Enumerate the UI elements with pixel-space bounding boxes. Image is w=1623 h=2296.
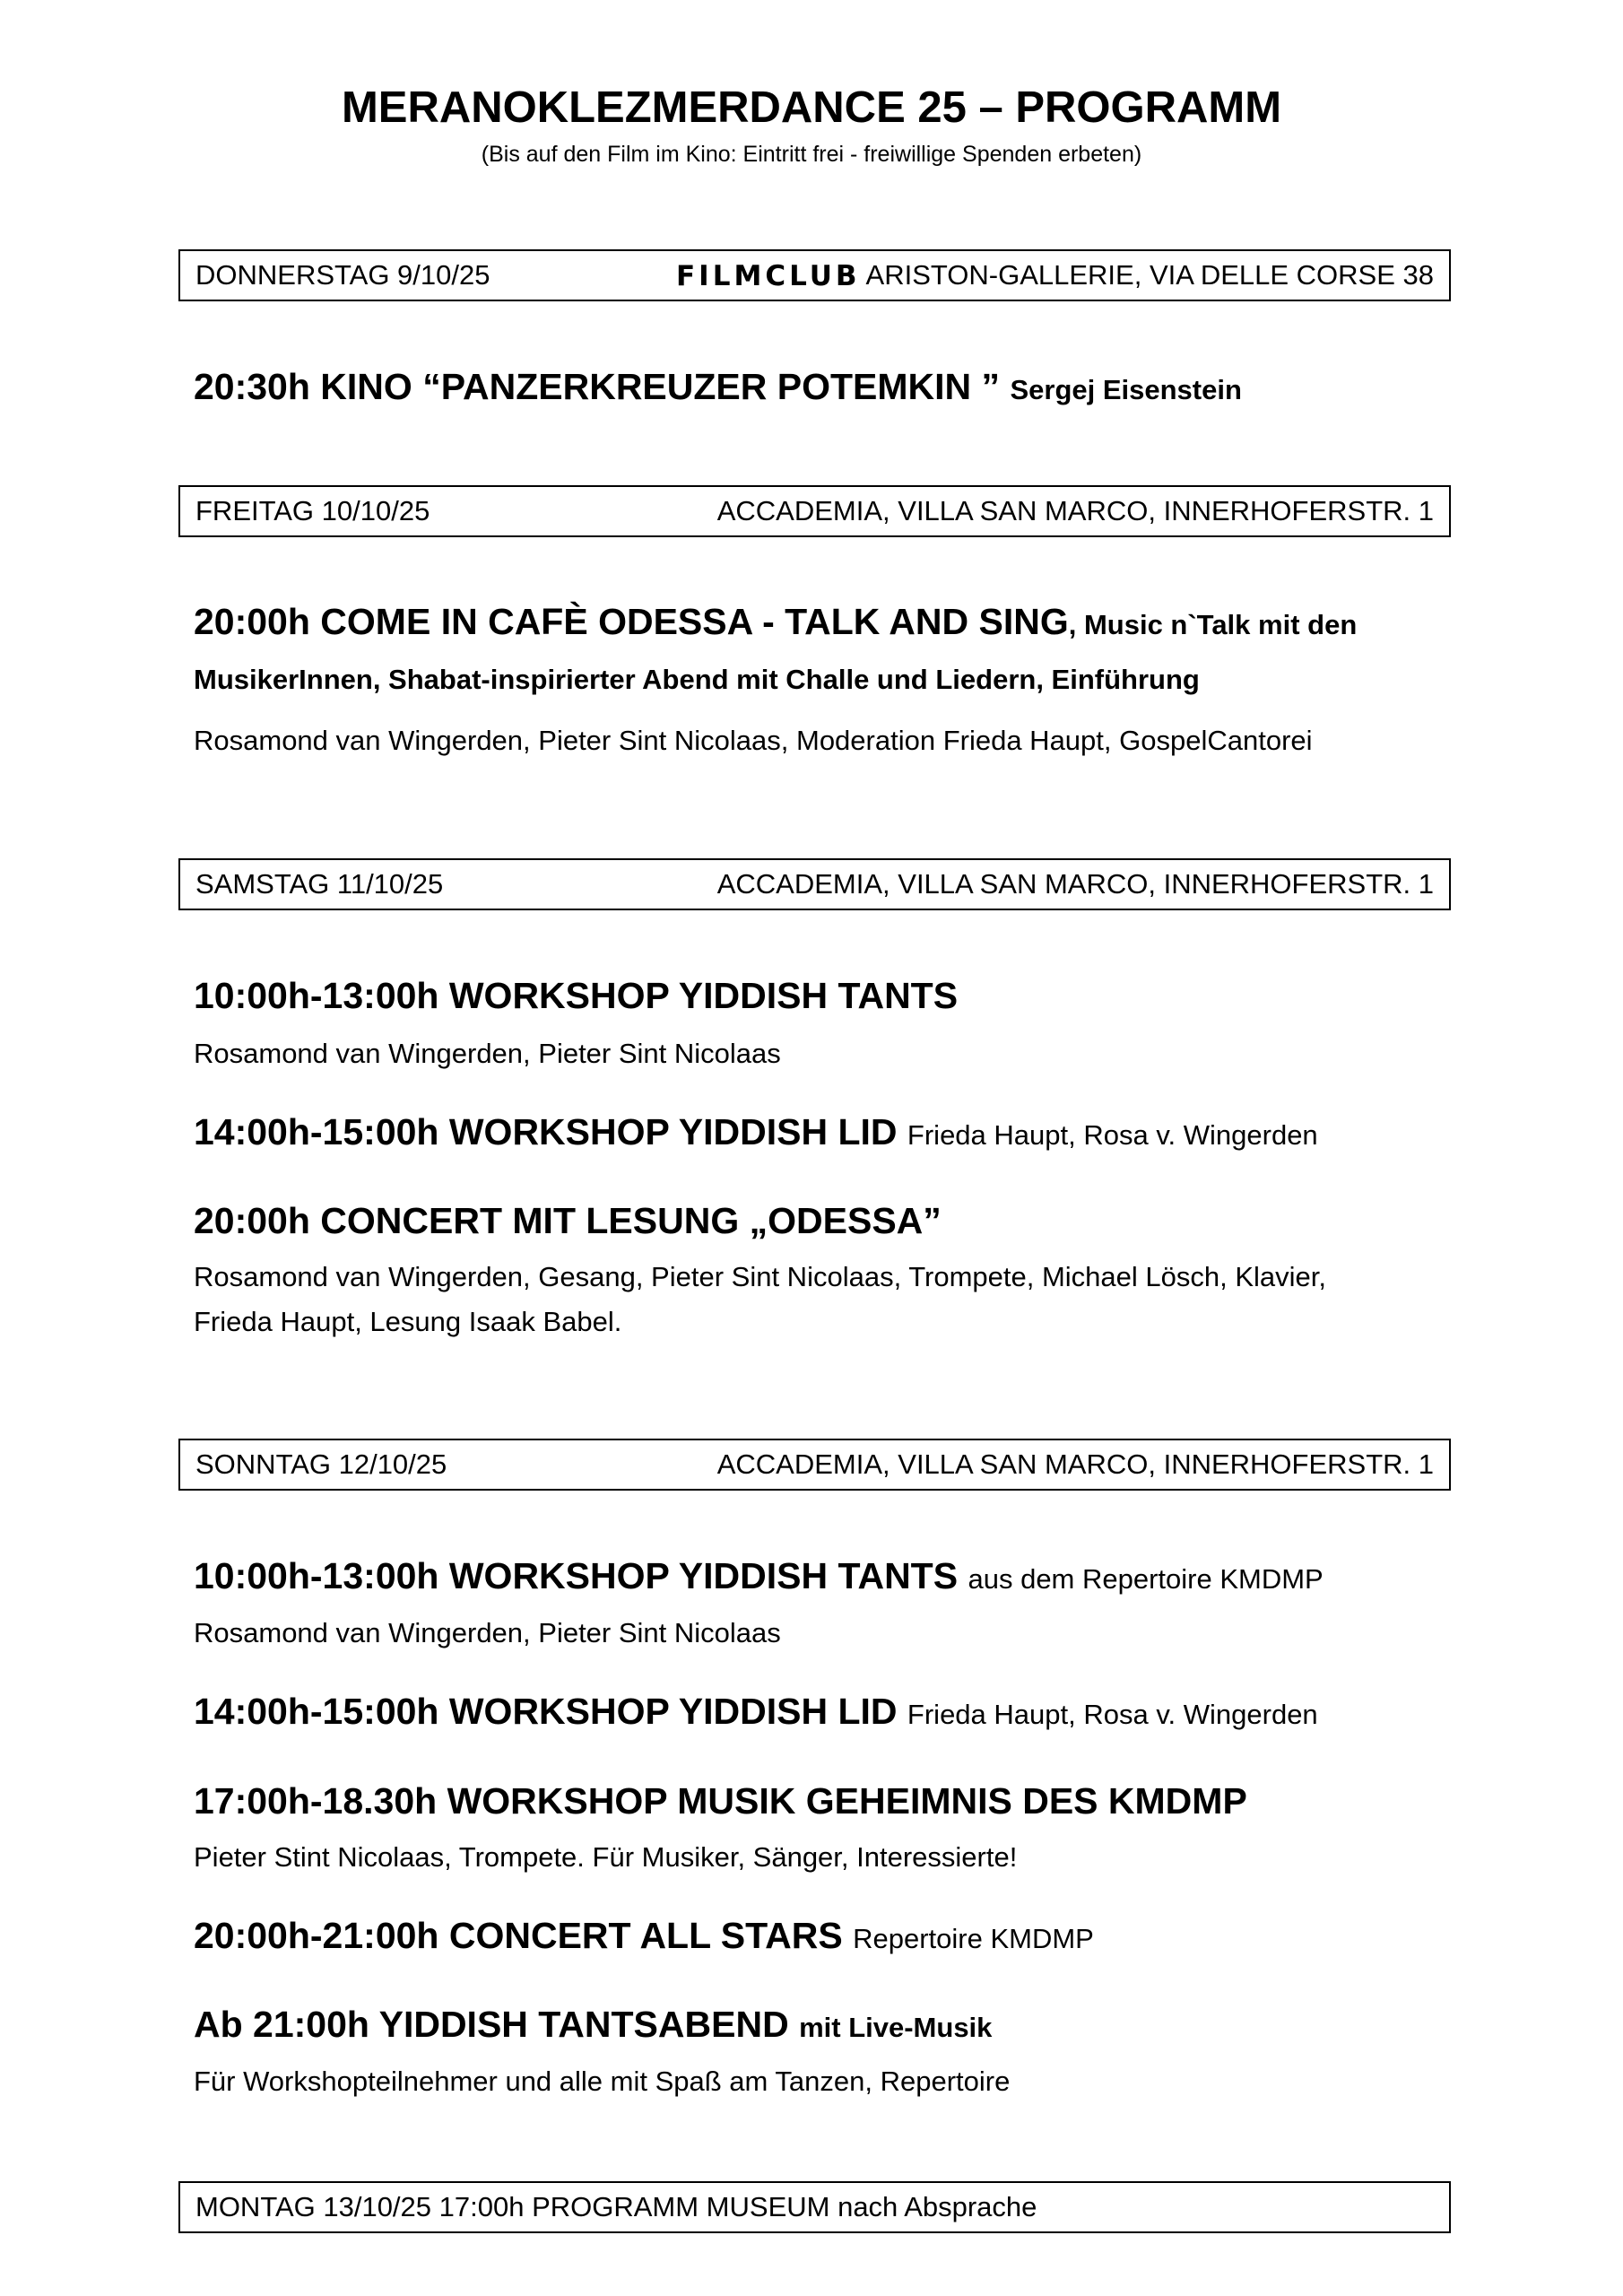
day-location: ACCADEMIA, VILLA SAN MARCO, INNERHOFERSTR. 1 [716,868,1434,900]
event-performers: Pieter Stint Nicolaas, Trompete. Für Musiker, Sänger, Interessierte! [194,1841,1018,1873]
event-performers: Frieda Haupt, Lesung Isaak Babel. [194,1306,622,1337]
day-label: DONNERSTAG 9/10/25 [195,259,490,291]
filmclub-logo: FILMCLUB [676,260,861,292]
event-title: 20:00h CONCERT MIT LESUNG „ODESSA” [194,1200,942,1241]
day-label: FREITAG 10/10/25 [195,495,430,526]
event-heading [194,1780,1247,1822]
day-location: ACCADEMIA, VILLA SAN MARCO, INNERHOFERSTR. 1 [716,1448,1434,1480]
day-location: ACCADEMIA, VILLA SAN MARCO, INNERHOFERSTR. 1 [716,495,1434,526]
event-performers: Rosamond van Wingerden, Pieter Sint Nicolaas, Moderation Frieda Haupt, GospelCantorei [194,725,1313,756]
event-performers: Rosamond van Wingerden, Pieter Sint Nicolaas [194,1617,781,1648]
event-subtitle: Frieda Haupt, Rosa v. Wingerden [907,1119,1318,1151]
event-heading [194,1691,1318,1733]
day-location: ARISTON-GALLERIE, VIA DELLE CORSE 38 [865,259,1434,291]
day-box-friday [178,485,1451,537]
event-subtitle: , Music n`Talk mit den [1068,609,1358,640]
day-box-saturday [178,858,1451,910]
event-performers: Für Workshopteilnehmer und alle mit Spaß am Tanzen, Repertoire [194,2066,1011,2097]
page-title: MERANOKLEZMERDANCE 25 – PROGRAMM [341,83,1282,132]
event-title: 10:00h-13:00h WORKSHOP YIDDISH TANTS [194,1555,959,1596]
event-title: 14:00h-15:00h WORKSHOP YIDDISH LID [194,1691,898,1732]
day-label: SONNTAG 12/10/25 [195,1448,447,1480]
event-heading [194,601,1357,643]
event-subtitle: Frieda Haupt, Rosa v. Wingerden [907,1699,1318,1730]
event-heading [194,1915,1094,1957]
event-subtitle: aus dem Repertoire KMDMP [968,1563,1324,1595]
event-heading [194,2004,992,2046]
event-performers: Rosamond van Wingerden, Gesang, Pieter Sint Nicolaas, Trompete, Michael Lösch, Klavier, [194,1261,1327,1292]
event-heading [194,1555,1324,1597]
event-subtitle: Sergej Eisenstein [1010,374,1242,405]
event-title: 10:00h-13:00h WORKSHOP YIDDISH TANTS [194,975,959,1016]
page-subtitle: (Bis auf den Film im Kino: Eintritt frei - freiwillige Spenden erbeten) [481,142,1142,167]
event-title: Ab 21:00h YIDDISH TANTSABEND [194,2004,789,2045]
event-title: 20:00h COME IN CAFÈ ODESSA - TALK AND SING [194,601,1069,642]
day-box-monday [178,2181,1451,2233]
event-heading [194,1200,942,1242]
event-heading [194,1111,1318,1153]
event-heading [194,975,958,1017]
event-title: 17:00h-18.30h WORKSHOP MUSIK GEHEIMNIS DES KMDMP [194,1780,1247,1822]
day-box-sunday [178,1439,1451,1491]
event-subtitle: Repertoire KMDMP [853,1923,1094,1954]
day-box-thursday [178,249,1451,301]
event-title: 20:00h-21:00h CONCERT ALL STARS [194,1915,843,1956]
event-subtitle: mit Live-Musik [799,2012,993,2043]
event-performers: Rosamond van Wingerden, Pieter Sint Nicolaas [194,1038,781,1069]
event-title: 14:00h-15:00h WORKSHOP YIDDISH LID [194,1111,898,1152]
event-description: MusikerInnen, Shabat-inspirierter Abend mit Challe und Liedern, Einführung [194,664,1200,695]
day-label: SAMSTAG 11/10/25 [195,868,444,900]
event-heading [194,366,1242,408]
event-title: 20:30h KINO “PANZERKREUZER POTEMKIN ” [194,366,1001,407]
day-label: MONTAG 13/10/25 17:00h PROGRAMM MUSEUM nach Absprache [195,2191,1037,2222]
